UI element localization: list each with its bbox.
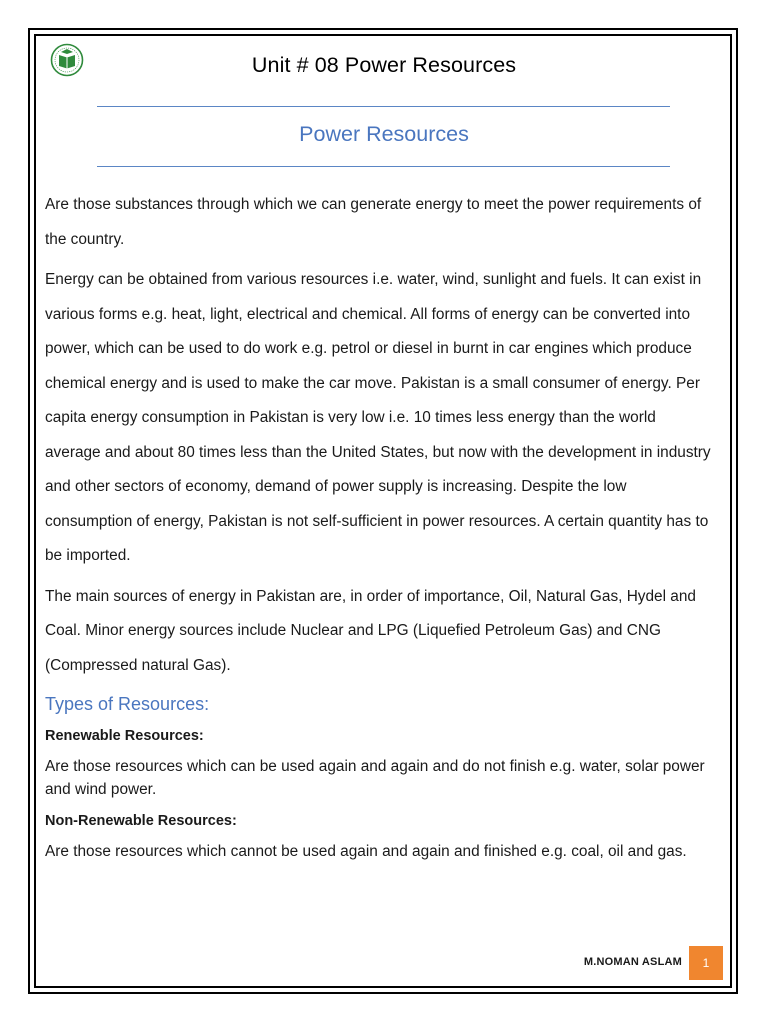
renewable-label: Renewable Resources: xyxy=(45,728,204,744)
footer-author: M.NOMAN ASLAM xyxy=(583,956,682,968)
document-body xyxy=(45,188,715,873)
types-heading: Types of Resources: xyxy=(45,694,210,714)
sources-paragraph: The main sources of energy in Pakistan are, in order of importance, Oil, Natural Gas, Hydel and Coal. Minor energy sources include Nuclear and LPG (Liquefied Petroleum Gas) and CNG (Compressed natural Gas). xyxy=(45,587,696,674)
unit-title: Unit # 08 Power Resources xyxy=(251,53,517,77)
title-divider-bottom xyxy=(97,166,670,167)
intro-paragraph: Are those substances through which we can generate energy to meet the power requirements of the country. xyxy=(45,196,702,248)
energy-paragraph: Energy can be obtained from various resources i.e. water, wind, sunlight and fuels. It can exist in various forms e.g. heat, light, electrical and chemical. All forms of energy can be converted into power, which can be used to do work e.g. petrol or diesel in burnt in car engines which produce chemical energy and is used to make the car move. Pakistan is a small consumer of energy. Per capita energy consumption in Pakistan is very low i.e. 10 times less energy than the world average and about 80 times less than the United States, but now with the development in industry and other sectors of economy, demand of power supply is increasing. Despite the low consumption of energy, Pakistan is not self-sufficient in power resources. A certain quantity has to be imported. xyxy=(45,271,711,564)
renewable-text: Are those resources which can be used again and again and do not finish e.g. water, solar power and wind power. xyxy=(45,758,705,798)
nonrenewable-text: Are those resources which cannot be used again and again and finished e.g. coal, oil and gas. xyxy=(45,843,687,860)
nonrenewable-label: Non-Renewable Resources: xyxy=(45,813,237,829)
title-divider-top xyxy=(97,106,670,107)
page-number-badge: 1 xyxy=(689,946,723,980)
section-title: Power Resources xyxy=(299,122,469,146)
